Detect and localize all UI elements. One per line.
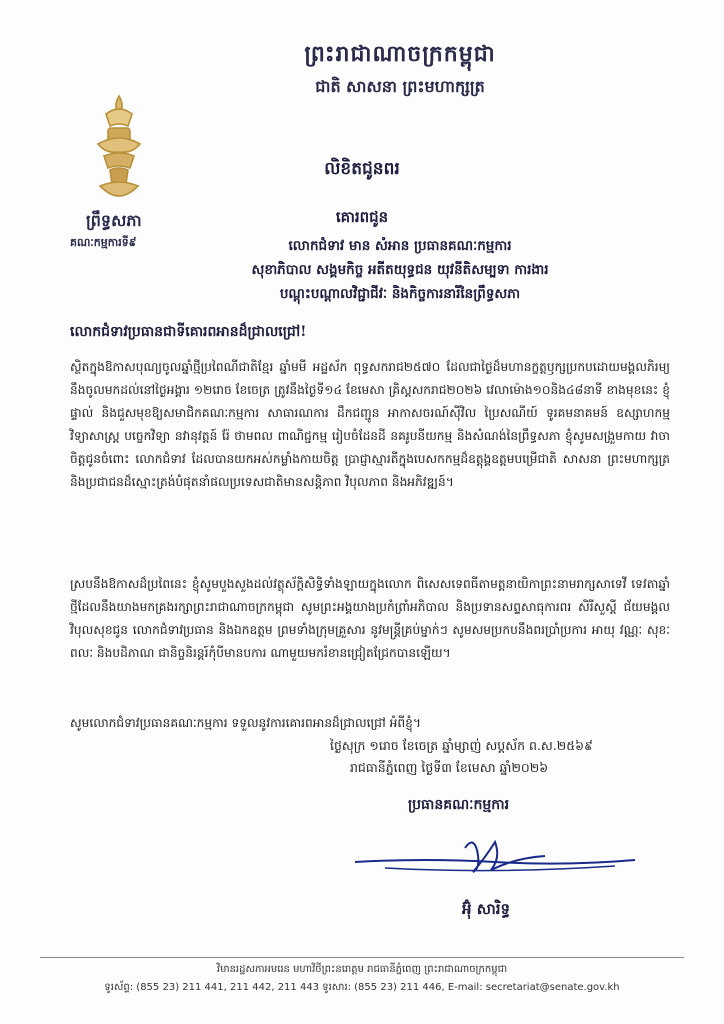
- footer-divider: [40, 957, 684, 958]
- kingdom-header: [250, 40, 550, 100]
- recipient-line: លោកជំទាវ មាន សំអាន ប្រធានគណៈកម្មការ: [288, 238, 512, 254]
- respect-to: គោរពជូន: [335, 208, 389, 226]
- kingdom-name: ព្រះរាជាណាចក្រកម្ពុជា: [304, 41, 496, 67]
- footer-contact: ទូរស័ព្ទ: (855 23) 211 441, 211 442, 211 443 ទូរសារ: (855 23) 211 446, E-mail: secretariat@senate.gov.kh: [104, 982, 620, 993]
- salutation: លោកជំទាវប្រធានជាទីគោរពអានដ៏ជ្រាលជ្រៅ!: [70, 324, 307, 340]
- recipient-block: [150, 234, 650, 306]
- recipient-line: បណ្តុះបណ្តាលវិជ្ជាជីវៈ និងកិច្ចការនារីនៃព្រឹទ្ធសភា: [279, 286, 521, 302]
- closing-paragraph: សូមលោកជំទាវប្រធានគណៈកម្មការ ទទួលនូវការគោរពអានដ៏ជ្រាលជ្រៅ អំពីខ្ញុំ។: [70, 716, 421, 730]
- date-lunar: ថ្ងៃសុក្រ ១រោច ខែចេត្រ ឆ្នាំម្សាញ់ សប្តស័ក ព.ស.២៥៦៩: [330, 738, 593, 753]
- document-title: លិខិតជូនពរ: [324, 159, 400, 179]
- national-motto: ជាតិ សាសនា ព្រះមហាក្សត្រ: [315, 77, 485, 96]
- body-paragraph: ស្ថិតក្នុងឱកាសបុណ្យចូលឆ្នាំថ្មីប្រពៃណីជាតិខ្មែរ ឆ្នាំមមី អដ្ឋស័ក ពុទ្ធសករាជ២៥៧០ ដែលជាថ្ងៃដ៏មហានក្ខត្តឫក្សប្រកបដោយមង្គលភិរម្យនឹងចូលមកដល់នៅថ្ងៃអង្គារ ១២រោច ខែចេត្រ ត្រូវនឹងថ្ងៃទី១៤ ខែមេសា គ្រិស្តសករាជ២០២៦ វេលាម៉ោង១០និង៤៨នាទី ខាងមុខនេះ ខ្ញុំផ្ទាល់ និងជួសមុខឱ្យសមាជិកគណៈកម្មការ សាធារណការ ដឹកជញ្ជូន អាកាសចរណ៍ស៊ីវិល ប្រៃសណីយ៍ ទូរគមនាគមន៍ ឧស្សាហកម្ម វិទ្យាសាស្ត្រ បច្ចេកវិទ្យា នវានុវត្តន៍ រ៉ែ ថាមពល ពាណិជ្ជកម្ម រៀបចំដែនដី នគរូបនីយកម្ម និងសំណង់នៃព្រឹទ្ធសភា ខ្ញុំសូមសង្រួមកាយ វាចា ចិត្តជូនចំពោះ លោកជំទាវ ដែលបានយកអស់កម្លាំងកាយចិត្ត ប្រាជ្ញាស្មារតីក្នុងបេសកកម្មដ៏ឧត្តុង្គឧត្តមបម្រើជាតិ សាសនា ព្រះមហាក្សត្រ និងប្រជាជនដ៏ស្មោះត្រង់បំផុតនាំផលប្រទេសជាតិមានសន្តិភាព វិបុលភាព និងអភិវឌ្ឍន៍។: [70, 360, 670, 489]
- date-solar: រាជធានីភ្នំពេញ ថ្ងៃទី៣ ខែមេសា ឆ្នាំ២០២៦: [350, 760, 549, 775]
- recipient-line: សុខាភិបាល សង្គមកិច្ច អតីតយុទ្ធជន យុវនីតិសម្បទា ការងារ: [251, 262, 549, 278]
- senate-emblem-icon: [88, 92, 150, 200]
- footer-address: វិមានរដ្ឋសភាអមរេន មហាវិថីព្រះនរោត្តម រាជធានីភ្នំពេញ ព្រះរាជាណាចក្រកម្ពុជា: [216, 964, 508, 975]
- signer-title: ប្រធានគណៈកម្មការ: [408, 797, 510, 813]
- body-paragraph: ស្របនឹងឱកាសដ៏ប្រពៃនេះ ខ្ញុំសូមបួងសួងដល់វត្ថុស័ក្តិសិទ្ធិទាំងឡាយក្នុងលោក ពិសេសទេពធីតាមត្តនាយិកាព្រះនាមរាក្សសាទេវី ទេវតាឆ្នាំថ្មីដែលនឹងយាងមកគ្រងរក្សាព្រះរាជាណាចក្រកម្ពុជា សូមព្រះអង្គយាងប្រកំព្រាំអភិបាល និងប្រទានសព្ទសាធុការពរ សិរីសួស្តី ជ័យមង្គល វិបុលសុខជូន លោកជំទាវប្រធាន និងឯកឧត្តម ព្រមទាំងក្រុមគ្រួសារ នូវមន្ត្រីគ្រប់ម្នាក់ៗ សូមសមប្រកបនឹងពរប្រាំប្រការ អាយុ វណ្ណៈ សុខៈ ពលៈ និងបដិភាណ ជានិច្ចនិរន្តរ៍កុំបីមានបការ ណាមួយមករំខានជ្រៀតជ្រែកបានឡើយ។: [70, 577, 670, 660]
- signer-name: អ៊ុំ សារិទ្ធ: [462, 900, 511, 918]
- commission-name: គណៈកម្មការទី៩: [70, 236, 137, 249]
- institution-name: ព្រឹទ្ធសភា: [86, 211, 142, 230]
- handwritten-signature: [345, 828, 645, 888]
